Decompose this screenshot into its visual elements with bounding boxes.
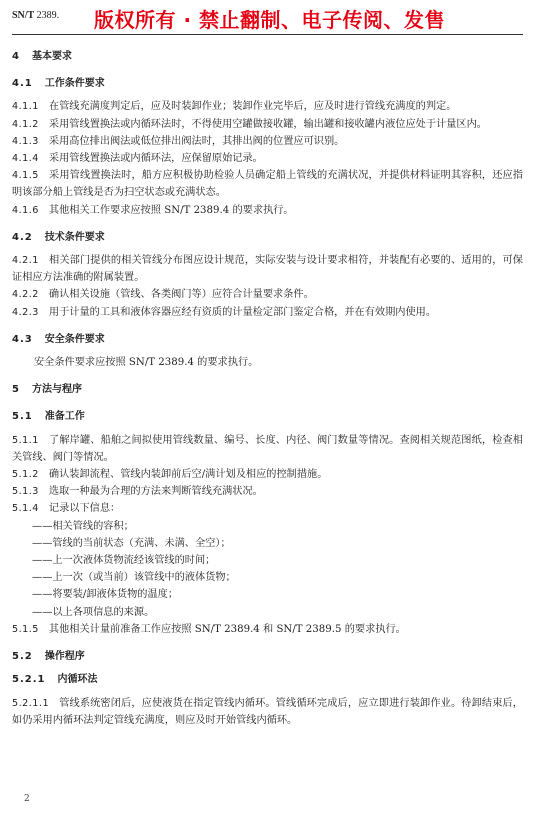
clause-paragraph: 4.2.1 相关部门提供的相关管线分布图应设计规范，实际安装与设计要求相符，并装配有必要的、适用的，可保证相应方法准确的附属装置。 [12, 255, 523, 284]
clause-paragraph: 5.1.1 了解岸罐、船舶之间拟使用管线数量、编号、长度、内径、阀门数量等情况。查阅相关规范图纸，检查相关管线、阀门等情况。 [12, 434, 523, 463]
standard-code [12, 10, 59, 21]
document-body [12, 48, 523, 729]
section-heading: 5 方法与程序 [12, 384, 82, 396]
clause-paragraph: 5.1.3 选取一种最为合理的方法来判断管线充满状况。 [12, 486, 263, 498]
copyright-watermark: 版权所有 · 禁止翻制、电子传阅、发售 [94, 8, 446, 32]
clause-paragraph: 4.1.3 采用高位排出阀法或低位排出阀法时，其排出阀的位置应可识别。 [12, 135, 345, 147]
standard-number: 2389. [36, 10, 60, 21]
section-heading: 4.3 安全条件要求 [12, 333, 105, 345]
section-heading: 4.1 工作条件要求 [12, 78, 105, 90]
page-number: 2 [24, 794, 30, 804]
header-rule [12, 34, 523, 35]
clause-paragraph: 4.2.3 用于计量的工具和液体容器应经有资质的计量检定部门鉴定合格，并在有效期内使用。 [12, 306, 437, 318]
clause-paragraph: 安全条件要求应按照 SN/T 2389.4 的要求执行。 [34, 357, 259, 369]
section-heading: 4 基本要求 [12, 51, 72, 62]
section-heading: 5.1 准备工作 [12, 411, 85, 423]
clause-paragraph: 4.1.6 其他相关工作要求应按照 SN/T 2389.4 的要求执行。 [12, 204, 294, 216]
list-item: ——管线的当前状态（充满、未满、全空）； [32, 537, 231, 549]
section-heading: 5.2.1 内循环法 [12, 674, 98, 686]
clause-paragraph: 5.1.2 确认装卸流程、管线内装卸前后空/满计划及相应的控制措施。 [12, 469, 328, 481]
clause-paragraph: 4.1.5 采用管线置换法时，船方应积极协助检验人员确定船上管线的充满状况，并提供材料证明其容积，还应指明该部分船上管线是否为扫空状态或充满状态。 [12, 170, 523, 199]
clause-paragraph: 5.2.1.1 管线系统密闭后，应使液货在指定管线内循环。管线循环完成后，应立即进行装卸作业。待卸结束后，如仍采用内循环法判定管线充满度，则应及时开始管线内循环。 [12, 697, 523, 726]
clause-paragraph: 4.1.4 采用管线置换法或内循环法，应保留原始记录。 [12, 153, 263, 165]
list-item: ——以上各项信息的来源。 [32, 606, 155, 618]
page-header [12, 4, 523, 30]
list-item: ——上一次（或当前）该管线中的液体货物； [32, 572, 236, 584]
clause-paragraph: 4.1.2 采用管线置换法或内循环法时，不得使用空罐做接收罐，输出罐和接收罐内液位应处于计量区内。 [12, 118, 487, 130]
section-heading: 4.2 技术条件要求 [12, 231, 105, 243]
section-heading: 5.2 操作程序 [12, 651, 85, 663]
clause-paragraph: 4.1.1 在管线充满度判定后，应及时装卸作业；装卸作业完毕后，应及时进行管线充满度的判定。 [12, 101, 457, 113]
standard-prefix: SN/T [12, 10, 35, 21]
clause-paragraph: 5.1.4 记录以下信息： [12, 503, 121, 515]
list-item: ——上一次液体货物流经该管线的时间； [32, 555, 216, 567]
list-item: ——将要装/卸液体货物的温度； [32, 589, 179, 601]
clause-paragraph: 4.2.2 确认相关设施（管线、各类阀门等）应符合计量要求条件。 [12, 289, 314, 301]
list-item: ——相关管线的容积； [32, 520, 134, 532]
clause-paragraph: 5.1.5 其他相关计量前准备工作应按照 SN/T 2389.4 和 SN/T 2389.5 的要求执行。 [12, 623, 406, 635]
